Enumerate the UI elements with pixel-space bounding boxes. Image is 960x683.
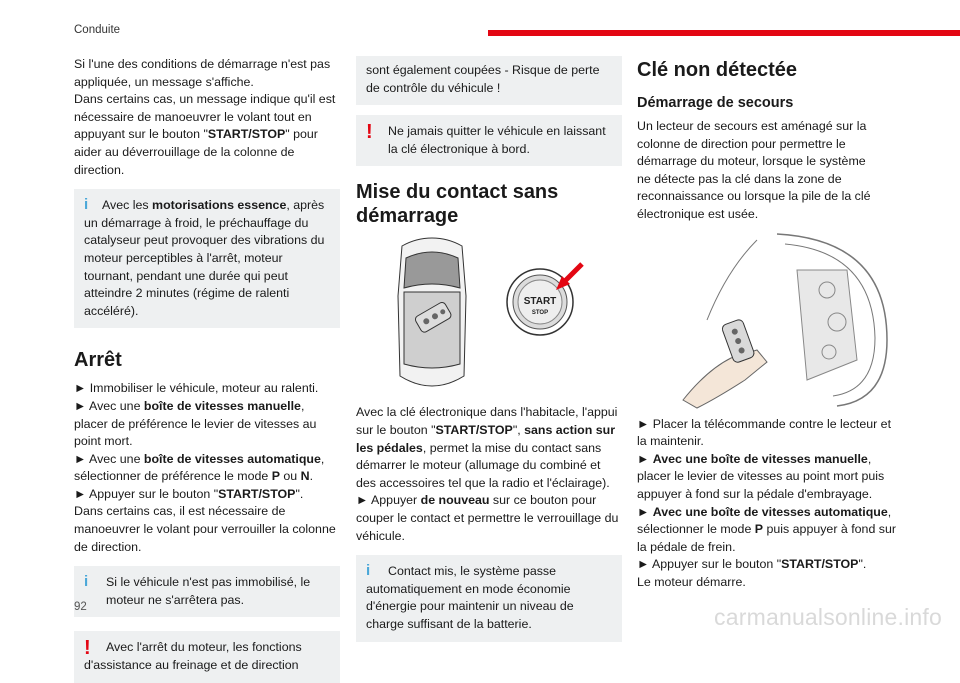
column-right [637, 56, 903, 592]
info-box-essence [74, 189, 340, 328]
info-box-immobilise [74, 566, 340, 617]
arret-step-1: Immobiliser le véhicule, moteur au ralenti. [89, 381, 319, 396]
section-title-arret: Arrêt [74, 349, 122, 372]
section-title-mise-contact: Mise du contact sans démarrage [356, 181, 559, 228]
info-text-rest: , après un démarrage à froid, le préchauffage du catalyseur peut provoquer des vibrations du moteur perceptibles à l'arrêt, moteur tournant, pendant une durée qui peut atteindre 2 minutes (régime de ralenti accéléré). [84, 198, 325, 318]
mode-p: P [271, 469, 280, 484]
column-middle [356, 56, 622, 642]
secours-step-3-bold: Avec une boîte de vitesses automatique [652, 504, 888, 519]
arret-ou: ou [279, 469, 301, 484]
warning-icon: ! [366, 121, 373, 144]
arret-step-4: Appuyer sur le bouton " [89, 486, 219, 501]
steering-column-illustration [637, 230, 903, 410]
secours-step-3-mid: , sélectionner le mode [637, 504, 892, 537]
mode-p: P [754, 522, 764, 537]
warning-text: Avec l'arrêt du moteur, les fonctions d'assistance au freinage et de direction [84, 640, 302, 673]
warning-icon: ! [84, 637, 91, 660]
arret-step-2-rest: , placer de préférence le levier de vitesses au point mort. [74, 398, 317, 449]
appuyer-text: Appuyer [371, 493, 421, 508]
intro-line-2: Dans certains cas, un message indique qu'il est nécessaire de manoeuvrer le volant tout en appuyant sur le bouton " [74, 92, 336, 142]
column-left [74, 56, 340, 683]
section-title-cle-non-detectee: Clé non détectée [637, 59, 798, 81]
start-stop-label: START/STOP [781, 557, 859, 572]
intro-paragraph [74, 56, 340, 179]
sans-pedales-label: sans action sur les pédales [356, 422, 616, 455]
info-icon: i [84, 196, 89, 214]
info-icon: i [366, 562, 371, 580]
arret-step-4-bold: START/STOP [218, 486, 296, 501]
info-box-economie [356, 555, 622, 641]
arret-step-2-bold: boîte de vitesses manuelle [143, 398, 301, 413]
arret-step-3-mid: , sélectionner de préférence le mode [74, 451, 325, 484]
intro-line-1: Si l'une des conditions de démarrage n'est pas appliquée, un message s'affiche. [74, 57, 331, 89]
secours-step-2-rest: , placer le levier de vitesses au point mort puis appuyer à fond sur la pédale d'embrayage. [637, 451, 885, 501]
bullet-icon: ► [356, 493, 369, 508]
bullet-icon: ► [74, 381, 87, 396]
arret-step-2: Avec une [89, 398, 144, 413]
bullet-icon: ► [637, 557, 650, 572]
figure-car-and-start-button [356, 236, 622, 394]
secours-step-1: Placer la télécommande contre le lecteur et la maintenir. [637, 416, 892, 449]
secours-step-3-rest: puis appuyer à fond sur la pédale de frein. [637, 522, 896, 554]
info-text: Si le véhicule n'est pas immobilisé, le moteur ne s'arrêtera pas. [106, 575, 311, 607]
watermark: carmanualsonline.info [714, 604, 942, 630]
mode-n: N [300, 469, 310, 484]
secours-steps [637, 416, 903, 592]
arret-paragraph [74, 380, 340, 556]
secours-step-4-rest: ". [858, 557, 867, 572]
subsection-title-demarrage-secours: Démarrage de secours [637, 95, 794, 111]
appuyer-rest: sur ce bouton pour couper le contact et permettre le verrouillage du véhicule. [356, 493, 619, 543]
secours-step-2-bold: Avec une boîte de vitesses manuelle [652, 451, 868, 466]
bullet-icon: ► [637, 416, 650, 431]
remote-key-icon [721, 318, 755, 363]
stop-label: STOP [531, 310, 549, 317]
info-text: Contact mis, le système passe automatiquement en mode économie d'énergie pour maintenir un niveau de charge suffisant de la batterie. [366, 564, 574, 631]
info-text: Avec les [102, 198, 153, 213]
bullet-icon: ► [637, 451, 650, 466]
mise-contact-paragraph [356, 404, 622, 545]
bullet-icon: ► [74, 398, 87, 413]
start-stop-label: START/STOP [207, 127, 286, 142]
de-nouveau-label: de nouveau [420, 493, 490, 508]
warning-text: Ne jamais quitter le véhicule en laissant la clé électronique à bord. [388, 124, 606, 156]
warning-box-continued [356, 56, 622, 105]
warning-box-arret [74, 631, 340, 682]
mise-contact-mid: ", [512, 422, 525, 437]
car-key-illustration [356, 236, 622, 394]
mise-contact-rest: , permet la mise du contact sans démarrer le moteur (allumage du combiné et des accessoires tel que la radio et l'éclairage). [356, 440, 610, 490]
figure-emergency-reader [637, 230, 903, 410]
secours-step-4: Appuyer sur le bouton " [652, 557, 782, 572]
header-accent-bar [488, 30, 960, 36]
warning-text: sont également coupées - Risque de perte de contrôle du véhicule ! [366, 63, 600, 95]
header-section-title: Conduite [74, 24, 121, 36]
secours-tail: Le moteur démarre. [637, 574, 746, 589]
secours-intro: Un lecteur de secours est aménagé sur la colonne de direction pour permettre le démarrage du moteur, lorsque le système ne détecte pas la clé dans la zone de reconnaissance ou lorsque la pile de la clé électronique est usée. [637, 119, 871, 221]
bullet-icon: ► [637, 504, 650, 519]
info-icon: i [84, 573, 89, 591]
hand-icon [683, 350, 767, 408]
page-number: 92 [74, 601, 87, 613]
arret-step-3: Avec une [89, 451, 144, 466]
start-stop-label: START/STOP [435, 422, 513, 437]
arret-tail: Dans certains cas, il est nécessaire de manoeuvrer le volant pour verrouiller la colonne de direction. [74, 504, 336, 554]
info-text-bold: motorisations essence [152, 198, 287, 213]
start-label: START [523, 296, 557, 308]
intro-line-3: " pour aider au déverrouillage de la colonne de direction. [74, 127, 318, 177]
bullet-icon: ► [74, 451, 87, 466]
bullet-icon: ► [74, 486, 87, 501]
arret-step-3-end: . [309, 469, 314, 484]
warning-box-cle [356, 115, 622, 166]
arret-step-3-bold: boîte de vitesses automatique [143, 451, 321, 466]
mise-contact-text: Avec la clé électronique dans l'habitacle, l'appui sur le bouton " [356, 405, 618, 437]
arret-step-4-rest: ". [295, 486, 304, 501]
